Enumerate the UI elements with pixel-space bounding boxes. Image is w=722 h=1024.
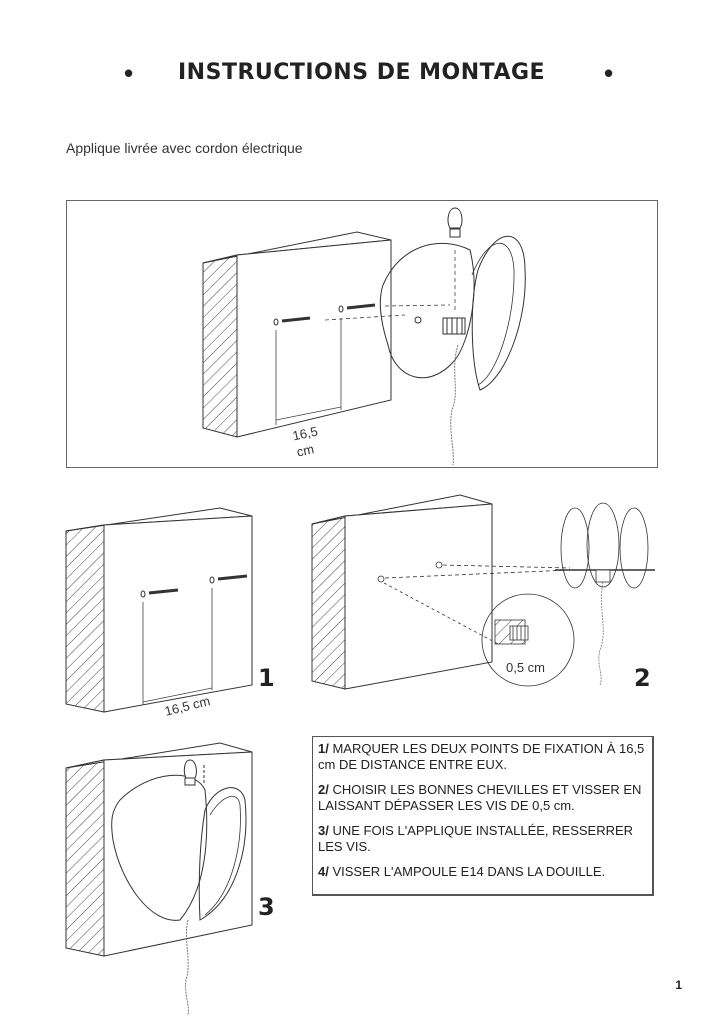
page-subtitle: Applique livrée avec cordon électrique <box>66 140 303 156</box>
lamp-top <box>380 208 525 465</box>
step-number-1: 1 <box>258 664 275 692</box>
instruction-2-text: CHOISIR LES BONNES CHEVILLES ET VISSER EN LAISSANT DÉPASSER LES VIS DE 0,5 cm. <box>318 782 642 813</box>
title-bullet-left: • <box>124 58 134 88</box>
instruction-2-number: 2/ <box>318 782 329 797</box>
gap-label-step2: 0,5 cm <box>506 660 546 675</box>
instruction-3 <box>318 823 652 855</box>
instruction-1 <box>318 741 652 773</box>
instruction-3-number: 3/ <box>318 823 329 838</box>
dim-label-step1: 16,5 cm <box>163 693 212 719</box>
dim-label-top-line1: 16,5 <box>291 423 320 444</box>
page-number: 1 <box>675 978 682 992</box>
instruction-4 <box>318 864 652 880</box>
step-number-2: 2 <box>634 664 651 692</box>
wall-block-step3 <box>66 743 252 956</box>
wall-block-step2 <box>312 495 492 689</box>
title-bullet-right: • <box>604 58 614 88</box>
wall-block-step1 <box>66 508 252 712</box>
page-title: INSTRUCTIONS DE MONTAGE <box>178 60 546 85</box>
instruction-3-text: UNE FOIS L'APPLIQUE INSTALLÉE, RESSERRER LES VIS. <box>318 823 634 854</box>
instruction-4-text: VISSER L'AMPOULE E14 DANS LA DOUILLE. <box>328 864 606 879</box>
instructions-box <box>312 736 654 896</box>
instruction-1-text: MARQUER LES DEUX POINTS DE FIXATION À 16,5 cm DE DISTANCE ENTRE EUX. <box>318 741 645 772</box>
dim-label-top-line2: cm <box>295 441 316 460</box>
step-number-3: 3 <box>258 893 275 921</box>
instruction-2 <box>318 782 652 814</box>
wall-block-top <box>203 232 391 437</box>
instruction-1-number: 1/ <box>318 741 329 756</box>
instruction-4-number: 4/ <box>318 864 329 879</box>
